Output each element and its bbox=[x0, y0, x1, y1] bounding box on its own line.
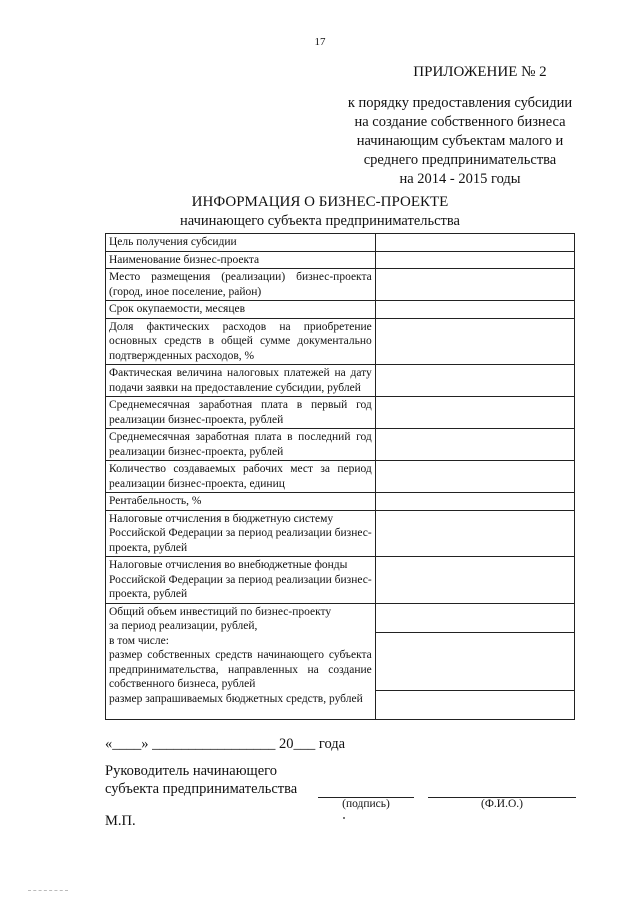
value-cell[interactable] bbox=[375, 510, 574, 557]
signature-caption: (подпись) bbox=[342, 798, 390, 810]
investment-period-label: за период реализации, рублей, bbox=[109, 620, 258, 632]
appendix-line: среднего предпринимательства bbox=[363, 152, 557, 168]
date-line[interactable]: «____» _________________ 20___ года bbox=[105, 736, 346, 752]
investment-label bbox=[106, 603, 376, 719]
business-project-table bbox=[105, 233, 575, 720]
row-label: Доля фактических расходов на приобретение основных средств в общей сумме документально подтвержденных расходов, % bbox=[106, 318, 376, 365]
table-row bbox=[106, 510, 575, 557]
value-cell[interactable] bbox=[375, 251, 574, 269]
table-row bbox=[106, 557, 575, 604]
table-row bbox=[106, 234, 575, 252]
value-cell[interactable] bbox=[375, 557, 574, 604]
appendix-line: на создание собственного бизнеса bbox=[354, 114, 566, 130]
investment-total-value[interactable] bbox=[376, 604, 574, 632]
table-row bbox=[106, 461, 575, 493]
value-cell[interactable] bbox=[375, 234, 574, 252]
seal-placeholder: М.П. bbox=[105, 813, 136, 829]
page-number: 17 bbox=[314, 36, 326, 48]
budget-funds-label: размер запрашиваемых бюджетных средств, рублей bbox=[109, 692, 363, 705]
head-title-line2: субъекта предпринимательства bbox=[105, 781, 298, 797]
value-cell[interactable] bbox=[375, 318, 574, 365]
row-label: Срок окупаемости, месяцев bbox=[106, 301, 376, 319]
budget-funds-value[interactable] bbox=[376, 690, 574, 719]
appendix-line: начинающим субъектам малого и bbox=[356, 133, 564, 149]
appendix-line: к порядку предоставления субсидии bbox=[347, 95, 573, 111]
row-label: Наименование бизнес-проекта bbox=[106, 251, 376, 269]
row-label: Рентабельность, % bbox=[106, 493, 376, 511]
table-row bbox=[106, 318, 575, 365]
row-label: Налоговые отчисления во внебюджетные фонды Российской Федерации за период реализации бизнес-проекта, рублей bbox=[106, 557, 376, 604]
row-label: Количество создаваемых рабочих мест за период реализации бизнес-проекта, единиц bbox=[106, 461, 376, 493]
appendix-subtitle bbox=[320, 94, 600, 189]
table-row bbox=[106, 397, 575, 429]
row-label: Фактическая величина налоговых платежей на дату подачи заявки на предоставление субсидии, рублей bbox=[106, 365, 376, 397]
investment-row bbox=[106, 603, 575, 719]
row-label: Цель получения субсидии bbox=[106, 234, 376, 252]
table-row bbox=[106, 365, 575, 397]
row-label: Среднемесячная заработная плата в последний год реализации бизнес-проекта, рублей bbox=[106, 429, 376, 461]
head-title-line1: Руководитель начинающего bbox=[105, 763, 277, 779]
document-title: ИНФОРМАЦИЯ О БИЗНЕС-ПРОЕКТЕ bbox=[191, 194, 449, 210]
table-row bbox=[106, 251, 575, 269]
value-cell[interactable] bbox=[375, 269, 574, 301]
value-cell[interactable] bbox=[375, 301, 574, 319]
scan-artifact bbox=[28, 890, 68, 892]
scan-dot bbox=[343, 817, 345, 819]
own-funds-label: размер собственных средств начинающего субъекта предпринимательства, направленных на создание собственного бизнеса, рублей bbox=[109, 649, 372, 690]
row-label: Среднемесячная заработная плата в первый год реализации бизнес-проекта, рублей bbox=[106, 397, 376, 429]
investment-values bbox=[375, 603, 574, 719]
value-cell[interactable] bbox=[375, 461, 574, 493]
value-cell[interactable] bbox=[375, 365, 574, 397]
value-cell[interactable] bbox=[375, 493, 574, 511]
row-label: Налоговые отчисления в бюджетную систему Российской Федерации за период реализации бизнес-проекта, рублей bbox=[106, 510, 376, 557]
document-subtitle: начинающего субъекта предпринимательства bbox=[180, 213, 460, 229]
table-row bbox=[106, 429, 575, 461]
investment-including-label: в том числе: bbox=[109, 634, 169, 647]
value-cell[interactable] bbox=[375, 397, 574, 429]
appendix-title: ПРИЛОЖЕНИЕ № 2 bbox=[413, 64, 547, 80]
row-label: Место размещения (реализации) бизнес-проекта (город, иное поселение, район) bbox=[106, 269, 376, 301]
table-row bbox=[106, 301, 575, 319]
appendix-line: на 2014 - 2015 годы bbox=[399, 171, 521, 187]
investment-total-label: Общий объем инвестиций по бизнес-проекту bbox=[109, 605, 332, 618]
table-row bbox=[106, 269, 575, 301]
value-cell[interactable] bbox=[375, 429, 574, 461]
table-row bbox=[106, 493, 575, 511]
name-caption: (Ф.И.О.) bbox=[481, 798, 523, 810]
own-funds-value[interactable] bbox=[376, 632, 574, 690]
